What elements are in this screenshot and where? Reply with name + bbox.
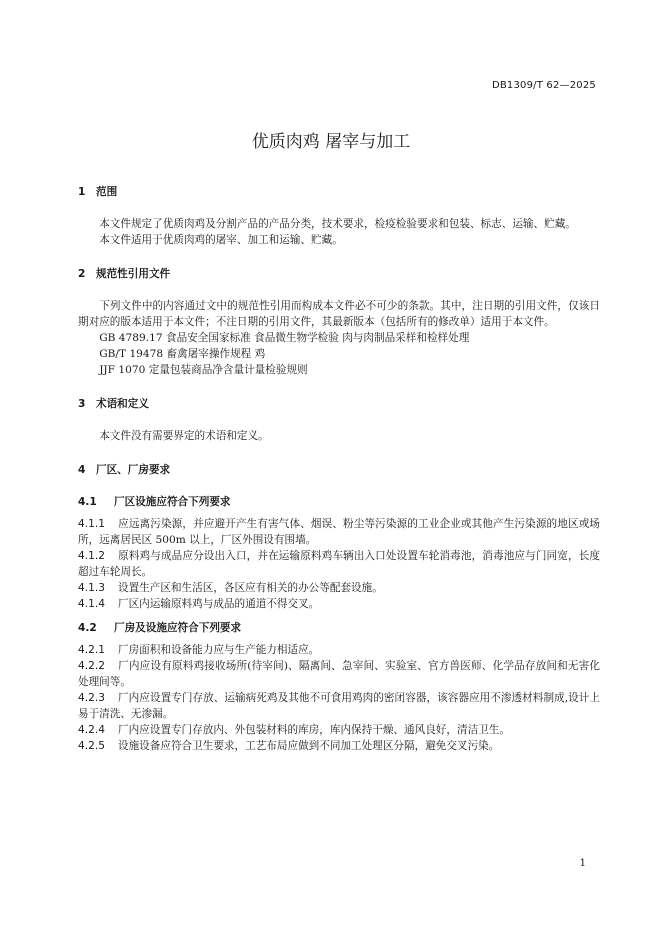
section-heading-terms [78, 396, 600, 412]
subsection-heading-buildings [78, 620, 600, 636]
clause-text: 厂内应设置专门存放内、外包装材料的库房，库内保持干燥、通风良好，清洁卫生。 [118, 724, 510, 736]
section-title: 厂区、厂房要求 [96, 464, 171, 476]
section-title: 术语和定义 [96, 398, 149, 410]
clause-number: 4.1.1 [78, 518, 105, 530]
section-title: 规范性引用文件 [96, 268, 171, 280]
clause-item [78, 722, 600, 738]
reference-item: GB/T 19478 畜禽屠宰操作规程 鸡 [99, 348, 266, 360]
standard-code: DB1309/T 62—2025 [491, 80, 596, 91]
section-title: 范围 [96, 186, 118, 198]
reference-item: GB 4789.17 食品安全国家标准 食品微生物学检验 肉与肉制品采样和检样处理 [99, 332, 470, 344]
paragraph: 本文件没有需要界定的术语和定义。 [99, 430, 269, 442]
clause-item [78, 580, 600, 596]
clause-text: 厂内应设置专门存放、运输病死鸡及其他不可食用鸡肉的密闭容器，该容器应用不渗透材料制成,设计上易于清洗、无渗漏。 [78, 692, 600, 720]
reference-item: JJF 1070 定量包装商品净含量计量检验规则 [99, 364, 308, 376]
clause-number: 4.2.2 [78, 660, 105, 672]
clause-item [78, 596, 600, 612]
clause-item [78, 642, 600, 658]
section-number: 1 [78, 186, 86, 198]
clause-item [78, 738, 600, 754]
clause-text: 应远离污染源，并应避开产生有害气体、烟误、粉尘等污染源的工业企业或其他产生污染源的地区或场所，远离居民区 500m 以上，厂区外围设有围墙。 [78, 518, 600, 546]
clause-item [78, 658, 600, 690]
clause-text: 原料鸡与成品应分设出入口，并在运输原料鸡车辆出入口处设置车轮消毒池，消毒池应与门同宽，长度超过车轮周长。 [78, 550, 600, 578]
clause-text: 厂内应设有原料鸡接收场所(待宰间)、隔离间、急宰间、实验室、官方兽医师、化学品存放间和无害化处理间等。 [78, 660, 600, 688]
page-number: 1 [579, 858, 586, 869]
paragraph: 本文件适用于优质肉鸡的屠宰、加工和运输、贮藏。 [99, 234, 343, 246]
section-heading-scope [78, 184, 600, 200]
clause-item [78, 548, 600, 580]
document-title: 优质肉鸡 屠宰与加工 [251, 132, 411, 152]
subsection-title: 厂房及设施应符合下列要求 [114, 622, 242, 634]
subsection-title: 厂区设施应符合下列要求 [114, 496, 231, 508]
clause-number: 4.1.2 [78, 550, 105, 562]
section-heading-facility-requirements [78, 462, 600, 478]
paragraph: 本文件规定了优质肉鸡及分割产品的产品分类，技术要求，检疫检验要求和包装、标志、运输、贮藏。 [99, 218, 576, 230]
clause-number: 4.2.3 [78, 692, 105, 704]
clause-number: 4.2.4 [78, 724, 105, 736]
clause-number: 4.1.3 [78, 582, 105, 594]
section-heading-normative-references [78, 266, 600, 282]
subsection-heading-plant-area [78, 494, 600, 510]
section-number: 4 [78, 464, 86, 476]
clause-text: 设置生产区和生活区，各区应有相关的办公等配套设施。 [118, 582, 383, 594]
section-number: 2 [78, 268, 86, 280]
subsection-number: 4.1 [78, 496, 97, 508]
clause-number: 4.2.5 [78, 740, 105, 752]
clause-number: 4.2.1 [78, 644, 105, 656]
document-body [78, 184, 600, 754]
clause-text: 厂区内运输原料鸡与成品的通道不得交叉。 [118, 598, 320, 610]
clause-number: 4.1.4 [78, 598, 105, 610]
clause-text: 厂房面积和设备能力应与生产能力相适应。 [118, 644, 320, 656]
paragraph: 下列文件中的内容通过文中的规范性引用而构成本文件必不可少的条款。其中，注日期的引用文件，仅该日期对应的版本适用于本文件；不注日期的引用文件，其最新版本（包括所有的修改单）适用于本文件。 [78, 300, 600, 328]
clause-item [78, 516, 600, 548]
subsection-number: 4.2 [78, 622, 97, 634]
clause-item [78, 690, 600, 722]
clause-text: 设施设备应符合卫生要求，工艺布局应做到不同加工处理区分隔，避免交叉污染。 [118, 740, 500, 752]
section-number: 3 [78, 398, 86, 410]
